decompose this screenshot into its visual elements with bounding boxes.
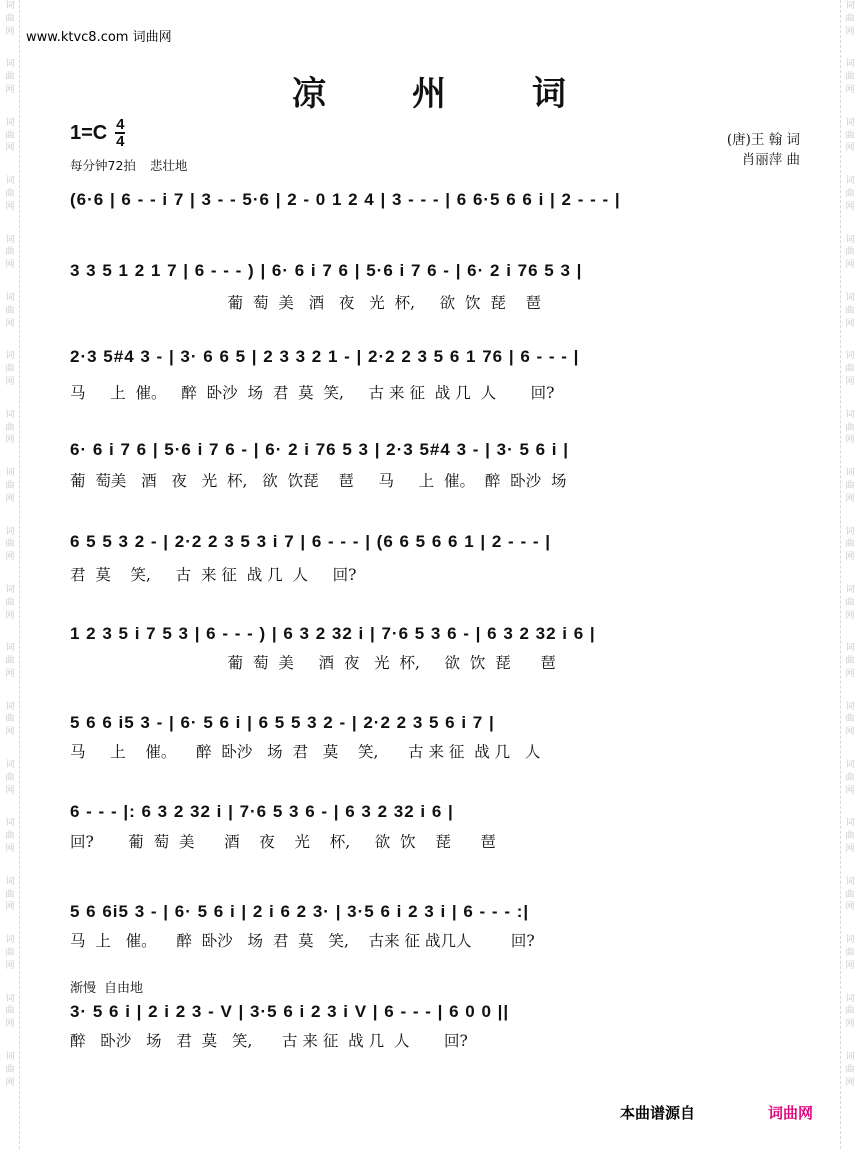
source-brand-link[interactable]: 词曲网 <box>768 1104 814 1122</box>
watermark-text: 词 曲 网 <box>5 993 15 1030</box>
right-margin-line <box>840 0 841 1149</box>
notation-line: 6 5 5 3 2 - | 2·2 2 3 5 3 i 7 | 6 - - - | (6 6 5 6 6 1 | 2 - - - | <box>70 532 551 551</box>
key-signature <box>70 118 125 148</box>
notation-line: (6·6 | 6 - - i 7 | 3 - - 5·6 | 2 - 0 1 2 4 | 3 - - - | 6 6·5 6 6 i | 2 - - - | <box>70 190 621 209</box>
notation-line: 6 - - - |: 6 3 2 32 i | 7·6 5 3 6 - | 6 3 2 32 i 6 | <box>70 802 454 821</box>
lyric-line: 醉 卧沙 场 君 莫 笑, 古 来 征 战 几 人 回? <box>70 1032 468 1050</box>
notation-line: 2·3 5#4 3 - | 3· 6 6 5 | 2 3 3 2 1 - | 2·2 2 3 5 6 1 76 | 6 - - - | <box>70 347 580 366</box>
lyric-line: 马 上 催。 醉 卧沙 场 君 莫 笑, 古 来 征 战 几 人 回? <box>70 384 555 402</box>
watermark-text: 词 曲 网 <box>5 818 15 855</box>
lyric-line: 葡 萄美 酒 夜 光 杯, 欲 饮琵 琶 马 上 催。 醉 卧沙 场 <box>70 472 567 490</box>
watermark-text: 词 曲 网 <box>845 409 855 446</box>
watermark-text: 词 曲 网 <box>5 760 15 796</box>
left-margin-line <box>19 0 20 1149</box>
watermark-text: 词 曲 网 <box>5 935 15 971</box>
watermark-text: 词 曲 网 <box>5 409 15 446</box>
notation-line: 3 3 5 1 2 1 7 | 6 - - - ) | 6· 6 i 7 6 | 5·6 i 7 6 - | 6· 2 i 76 5 3 | <box>70 261 583 280</box>
lyric-line: 葡 萄 美 酒 夜 光 杯, 欲 饮 琵 琶 <box>70 654 556 672</box>
watermark-text: 词 曲 网 <box>5 526 15 563</box>
left-watermark-strip <box>2 0 18 1149</box>
tempo-direction <box>70 977 151 996</box>
ritardando-marking: 渐慢 <box>70 981 97 996</box>
notation-line: 6· 6 i 7 6 | 5·6 i 7 6 - | 6· 2 i 76 5 3 | 2·3 5#4 3 - | 3· 5 6 i | <box>70 440 570 459</box>
watermark-text: 词 曲 网 <box>845 351 855 387</box>
mood-marking: 悲壮地 <box>149 158 188 173</box>
right-watermark-strip <box>842 0 858 1149</box>
watermark-text: 词 曲 网 <box>5 234 15 271</box>
watermark-text: 词 曲 网 <box>5 59 15 95</box>
watermark-text: 词 曲 网 <box>5 117 15 154</box>
tempo-value: 每分钟72拍 <box>70 158 136 173</box>
watermark-text: 词 曲 网 <box>5 1 15 37</box>
watermark-text: 词 曲 网 <box>5 643 15 679</box>
watermark-text: 词 曲 网 <box>845 117 855 154</box>
notation-line: 1 2 3 5 i 7 5 3 | 6 - - - ) | 6 3 2 32 i | 7·6 5 3 6 - | 6 3 2 32 i 6 | <box>70 624 596 643</box>
watermark-text: 词 曲 网 <box>5 176 15 212</box>
watermark-text: 词 曲 网 <box>845 935 855 971</box>
lyric-line: 葡 萄 美 酒 夜 光 杯, 欲 饮 琵 琶 <box>70 294 542 312</box>
watermark-text: 词 曲 网 <box>5 701 15 738</box>
watermark-text: 词 曲 网 <box>845 59 855 95</box>
watermark-text: 词 曲 网 <box>5 1052 15 1088</box>
watermark-text: 词 曲 网 <box>845 701 855 738</box>
lyric-line: 君 莫 笑, 古 来 征 战 几 人 回? <box>70 566 357 584</box>
song-title <box>0 66 860 115</box>
watermark-text: 词 曲 网 <box>845 292 855 329</box>
watermark-text: 词 曲 网 <box>845 1052 855 1088</box>
title-char: 州 <box>412 74 448 114</box>
watermark-text: 词 曲 网 <box>5 351 15 387</box>
watermark-text: 词 曲 网 <box>5 876 15 913</box>
tempo-marking <box>70 156 201 174</box>
watermark-text: 词 曲 网 <box>845 818 855 855</box>
source-label: 本曲谱源自 <box>620 1104 696 1122</box>
lyric-line <box>70 222 800 244</box>
watermark-text: 词 曲 网 <box>845 176 855 212</box>
watermark-text: 词 曲 网 <box>5 468 15 504</box>
watermark-text: 词 曲 网 <box>845 1 855 37</box>
notation-line: 5 6 6i5 3 - | 6· 5 6 i | 2 i 6 2 3· | 3·5 6 i 2 3 i | 6 - - - :| <box>70 902 530 921</box>
meter-bottom: 4 <box>116 133 125 150</box>
lyric-line: 马 上 催。 醉 卧沙 场 君 莫 笑, 古来 征 战几人 回? <box>70 932 535 950</box>
freely-marking: 自由地 <box>104 981 144 996</box>
time-signature <box>115 118 125 148</box>
watermark-text: 词 曲 网 <box>845 760 855 796</box>
watermark-text: 词 曲 网 <box>845 993 855 1030</box>
watermark-text: 词 曲 网 <box>5 292 15 329</box>
lyric-line: 回? 葡 萄 美 酒 夜 光 杯, 欲 饮 琵 琶 <box>70 833 496 851</box>
lyricist-credit: (唐)王 翰 词 <box>726 132 800 148</box>
watermark-text: 词 曲 网 <box>845 584 855 621</box>
watermark-text: 词 曲 网 <box>5 584 15 621</box>
site-url[interactable]: www.ktvc8.com 词曲网 <box>26 30 172 45</box>
meter-top: 4 <box>116 116 125 133</box>
title-char: 词 <box>532 74 568 114</box>
title-char: 凉 <box>292 74 328 114</box>
key-label: 1=C <box>70 121 108 144</box>
watermark-text: 词 曲 网 <box>845 468 855 504</box>
notation-line: 3· 5 6 i | 2 i 2 3 - V | 3·5 6 i 2 3 i V | 6 - - - | 6 0 0 || <box>70 1002 510 1021</box>
watermark-text: 词 曲 网 <box>845 643 855 679</box>
watermark-text: 词 曲 网 <box>845 234 855 271</box>
notation-line: 5 6 6 i5 3 - | 6· 5 6 i | 6 5 5 3 2 - | 2·2 2 3 5 6 i 7 | <box>70 713 495 732</box>
watermark-text: 词 曲 网 <box>845 526 855 563</box>
composer-credit: 肖丽萍 曲 <box>741 152 800 168</box>
watermark-text: 词 曲 网 <box>845 876 855 913</box>
lyric-line: 马 上 催。 醉 卧沙 场 君 莫 笑, 古 来 征 战 几 人 <box>70 743 541 761</box>
